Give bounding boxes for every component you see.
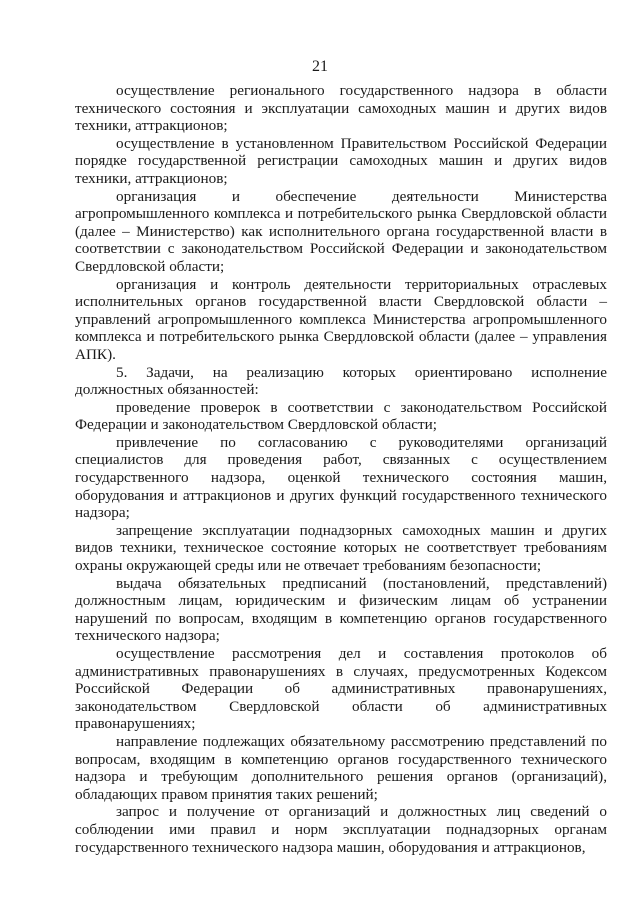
paragraph: организация и контроль деятельности территориальных отраслевых исполнительных органов государственной власти Свердловской области – управлений агропромышленного комплекса Министерства агропромышленного комплекса и потребительского рынка Свердловской области (далее – управления АПК). — [75, 275, 607, 363]
paragraph: запрос и получение от организаций и должностных лиц сведений о соблюдении ими правил и норм эксплуатации поднадзорных органам государственного технического надзора машин, оборудования и аттракционов, — [75, 803, 607, 856]
page-number: 21 — [312, 58, 328, 75]
paragraph: осуществление рассмотрения дел и составления протоколов об административных правонарушениях в случаях, предусмотренных Кодексом Российской Федерации об административных правонарушениях, законодательством Свердловской области об административных правонарушениях; — [75, 645, 607, 733]
paragraph: проведение проверок в соответствии с законодательством Российской Федерации и законодательством Свердловской области; — [75, 398, 607, 434]
paragraph: осуществление регионального государственного надзора в области технического состояния и эксплуатации самоходных машин и других видов техники, аттракционов; — [75, 82, 607, 135]
paragraph: выдача обязательных предписаний (постановлений, представлений) должностным лицам, юридическим и физическим лицам об устранении нарушений по вопросам, входящим в компетенцию органов государственного технического надзора; — [75, 574, 607, 645]
paragraph: организация и обеспечение деятельности Министерства агропромышленного комплекса и потребительского рынка Свердловской области (далее – Министерство) как исполнительного органа государственной власти в соответствии с законодательством Российской Федерации и законодательством Свердловской области; — [75, 187, 607, 275]
section-heading-paragraph: 5. Задачи, на реализацию которых ориентировано исполнение должностных обязанностей: — [75, 363, 607, 399]
paragraph: направление подлежащих обязательному рассмотрению представлений по вопросам, входящим в компетенцию органов государственного технического надзора и требующим дополнительного решения органов (организаций), обладающих правом принятия таких решений; — [75, 732, 607, 803]
paragraph: осуществление в установленном Правительством Российской Федерации порядке государственной регистрации самоходных машин и других видов техники, аттракционов; — [75, 134, 607, 187]
paragraph: привлечение по согласованию с руководителями организаций специалистов для проведения работ, связанных с осуществлением государственного надзора, оценкой технического состояния машин, оборудования и аттракционов и других функций государственного технического надзора; — [75, 433, 607, 522]
document-body — [75, 82, 607, 856]
paragraph: запрещение эксплуатации поднадзорных самоходных машин и других видов техники, техническое состояние которых не соответствует требованиям охраны окружающей среды или не отвечает требованиям безопасности; — [75, 521, 607, 575]
